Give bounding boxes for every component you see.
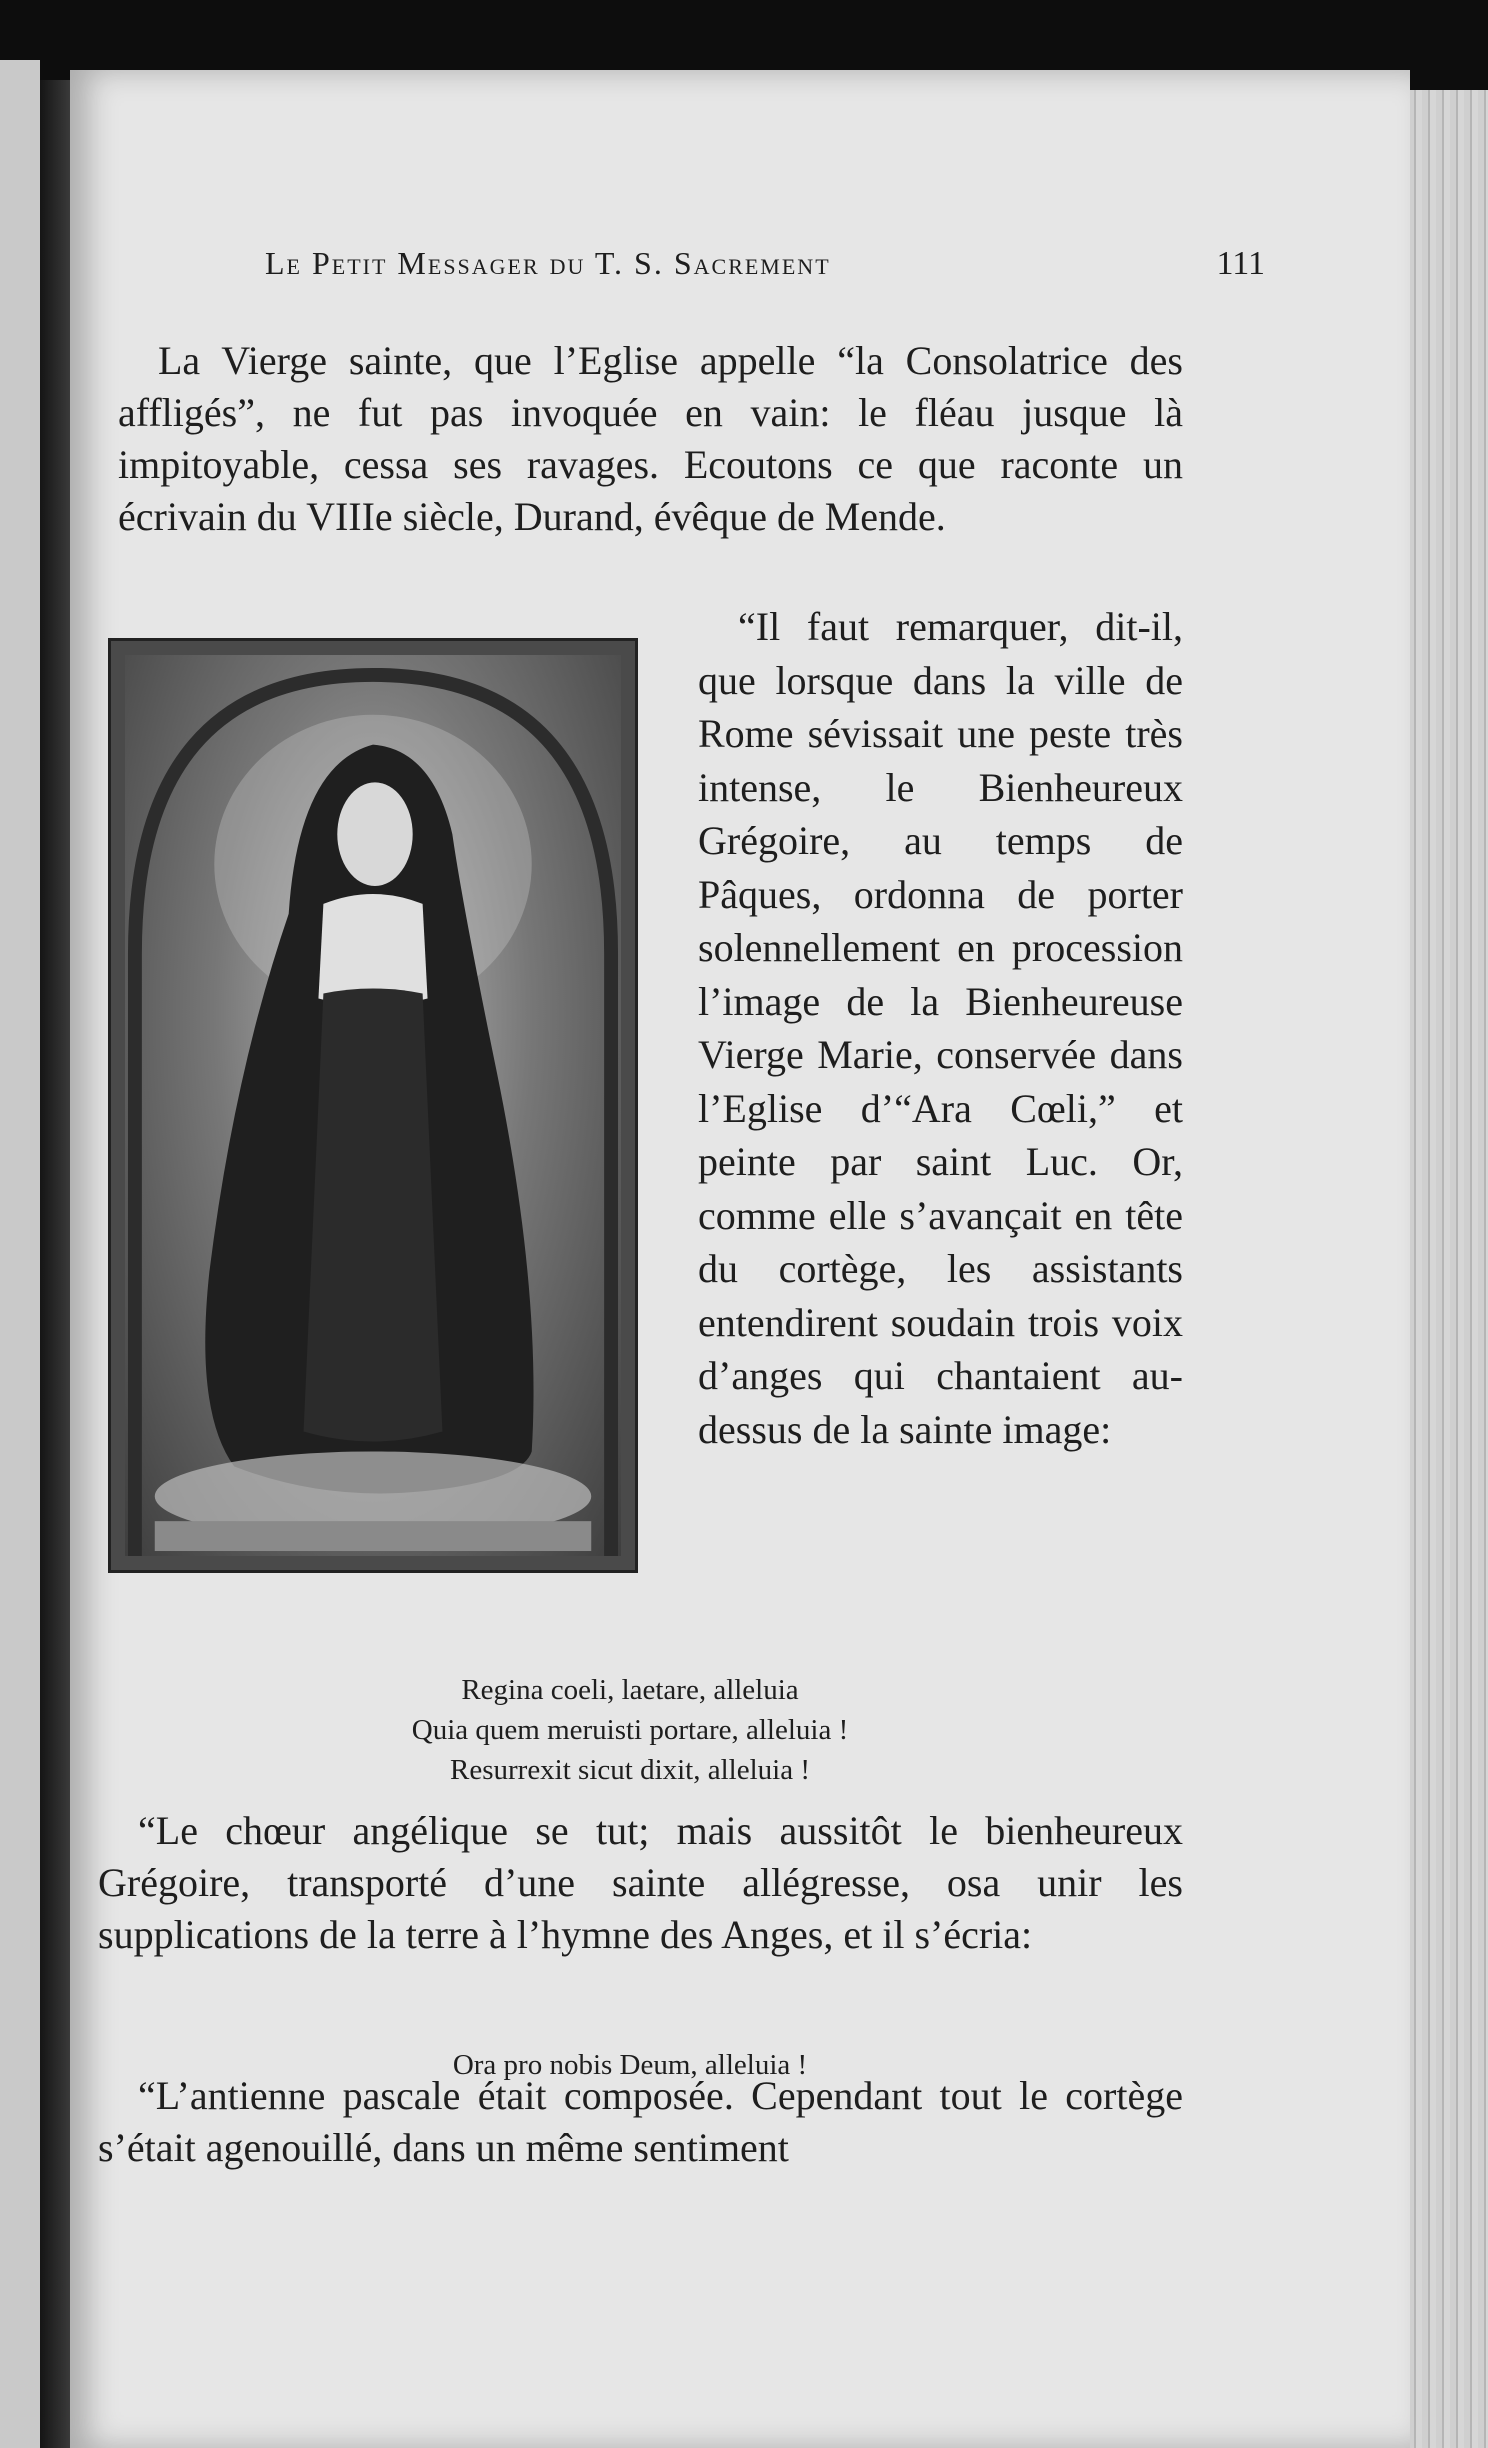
page-number: 111 xyxy=(1216,245,1265,282)
verse-line: Ora pro nobis Deum, alleluia ! xyxy=(452,2049,808,2081)
paragraph-antienne: “L’antienne pascale était composée. Cependant tout le cortège s’était agenouillé, dans un même sentiment xyxy=(98,2073,1183,2170)
left-page-edge xyxy=(0,60,40,2448)
virgin-mary-illustration xyxy=(108,638,638,1573)
verse-line: Resurrexit sicut dixit, alleluia ! xyxy=(450,1754,810,1786)
page-stack-edge xyxy=(1408,90,1488,2448)
paragraph-quote-gregoire: “Il faut remarquer, dit-il, que lorsque dans la ville de Rome sévissait une peste très intense, le Bienheureux Grégoire, au temps de Pâques, ordonna de porter solennellement en procession l’image de la Bienheureuse Vierge Marie, conservée dans l’Eglise d’“Ara Cœli,” et peinte par saint Luc. Or, comme elle s’avançait en tête du cortège, les assistants entendirent soudain trois voix d’anges qui chantaient au-dessus de la sainte image: xyxy=(698,604,1183,1452)
verse-line: Regina coeli, laetare, alleluia xyxy=(461,1674,799,1706)
paragraph-intro: La Vierge sainte, que l’Eglise appelle “la Consolatrice des affligés”, ne fut pas invoquée en vain: le fléau jusque là impitoyable, cessa ses ravages. Ecoutons ce que raconte un écrivain du VIIIe siècle, Durand, évêque de Mende. xyxy=(118,338,1183,539)
running-title: Le Petit Messager du T. S. Sacrement xyxy=(265,245,831,281)
madonna-figure-drawing xyxy=(125,655,621,1556)
book-binding xyxy=(40,80,70,2448)
verse-line: Quia quem meruisti portare, alleluia ! xyxy=(411,1714,849,1746)
running-header xyxy=(265,245,1265,295)
paragraph-choeur: “Le chœur angélique se tut; mais aussitôt le bienheureux Grégoire, transporté d’une sainte allégresse, osa unir les supplications de la terre à l’hymne des Anges, et il s’écria: xyxy=(98,1808,1183,1957)
regina-coeli-verse xyxy=(250,1670,1010,1790)
